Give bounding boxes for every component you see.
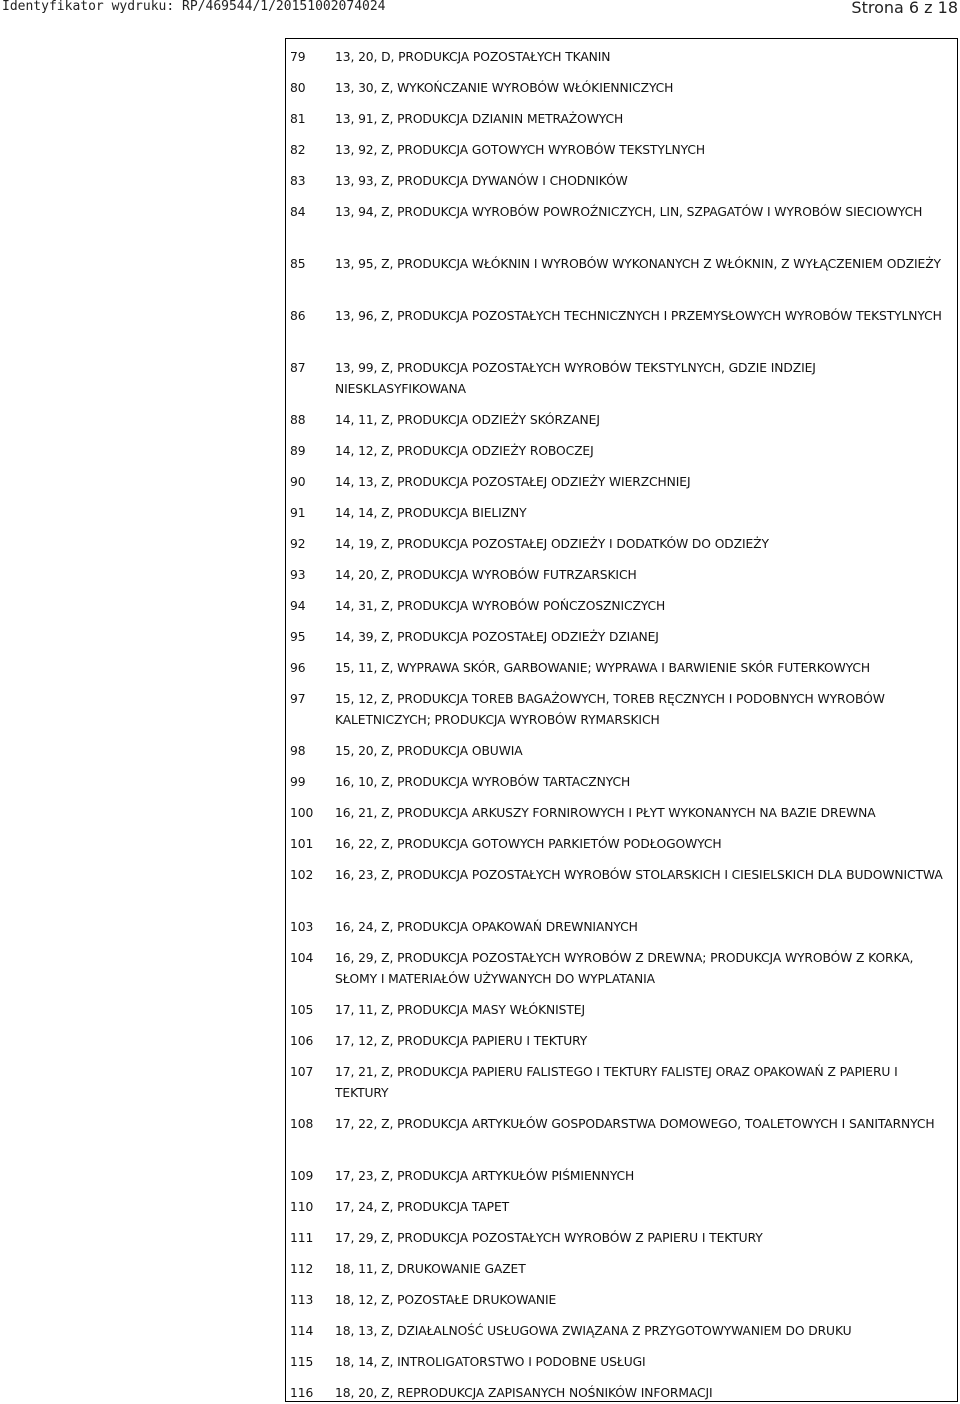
table-row xyxy=(285,741,945,762)
row-number: 90 xyxy=(290,475,306,489)
row-description: 17, 21, Z, PRODUKCJA PAPIERU FALISTEGO I TEKTURY FALISTEJ ORAZ OPAKOWAŃ Z PAPIERU I TEKTURY xyxy=(335,1065,898,1100)
row-number: 107 xyxy=(290,1065,314,1079)
row-description: 16, 21, Z, PRODUKCJA ARKUSZY FORNIROWYCH I PŁYT WYKONANYCH NA BAZIE DREWNA xyxy=(335,806,876,820)
row-description: 17, 23, Z, PRODUKCJA ARTYKUŁÓW PIŚMIENNYCH xyxy=(335,1169,635,1183)
row-number: 111 xyxy=(290,1231,314,1245)
table-row xyxy=(285,1321,945,1342)
row-number: 87 xyxy=(290,361,306,375)
table-row xyxy=(285,1031,945,1052)
row-description: 14, 14, Z, PRODUKCJA BIELIZNY xyxy=(335,506,527,520)
row-description: 17, 24, Z, PRODUKCJA TAPET xyxy=(335,1200,510,1214)
row-number: 108 xyxy=(290,1117,314,1131)
row-description: 18, 20, Z, REPRODUKCJA ZAPISANYCH NOŚNIKÓW INFORMACJI xyxy=(335,1386,713,1400)
row-description: 14, 31, Z, PRODUKCJA WYROBÓW POŃCZOSZNICZYCH xyxy=(335,599,666,613)
row-number: 91 xyxy=(290,506,306,520)
table-row xyxy=(285,503,945,524)
table-row xyxy=(285,441,945,462)
row-number: 95 xyxy=(290,630,306,644)
table-row xyxy=(285,772,945,793)
table-row xyxy=(285,109,945,130)
table-row xyxy=(285,865,945,886)
table-row xyxy=(285,803,945,824)
table-row xyxy=(285,1197,945,1218)
row-number: 99 xyxy=(290,775,306,789)
print-identifier: Identyfikator wydruku: RP/469544/1/20151002074024 xyxy=(2,0,386,14)
row-number: 96 xyxy=(290,661,306,675)
row-number: 79 xyxy=(290,50,306,64)
row-description: 14, 13, Z, PRODUKCJA POZOSTAŁEJ ODZIEŻY WIERZCHNIEJ xyxy=(335,475,691,489)
table-row xyxy=(285,171,945,192)
table-row xyxy=(285,358,945,400)
row-description: 16, 29, Z, PRODUKCJA POZOSTAŁYCH WYROBÓW Z DREWNA; PRODUKCJA WYROBÓW Z KORKA, SŁOMY I MATERIAŁÓW UŻYWANYCH DO WYPLATANIA xyxy=(335,951,914,986)
row-description: 13, 91, Z, PRODUKCJA DZIANIN METRAŻOWYCH xyxy=(335,112,624,126)
row-number: 116 xyxy=(290,1386,314,1400)
row-description: 14, 12, Z, PRODUKCJA ODZIEŻY ROBOCZEJ xyxy=(335,444,594,458)
row-number: 86 xyxy=(290,309,306,323)
table-row xyxy=(285,202,945,223)
table-row xyxy=(285,689,945,731)
page-header xyxy=(0,0,960,18)
row-description: 13, 30, Z, WYKOŃCZANIE WYROBÓW WŁÓKIENNICZYCH xyxy=(335,81,674,95)
row-description: 13, 99, Z, PRODUKCJA POZOSTAŁYCH WYROBÓW TEKSTYLNYCH, GDZIE INDZIEJ NIESKLASYFIKOWANA xyxy=(335,361,816,396)
row-description: 17, 11, Z, PRODUKCJA MASY WŁÓKNISTEJ xyxy=(335,1003,585,1017)
row-number: 98 xyxy=(290,744,306,758)
table-row xyxy=(285,1352,945,1373)
table-row xyxy=(285,47,945,68)
row-number: 97 xyxy=(290,692,306,706)
table-row xyxy=(285,1000,945,1021)
table-row xyxy=(285,534,945,555)
page-number: Strona 6 z 18 xyxy=(851,0,958,17)
row-number: 89 xyxy=(290,444,306,458)
row-description: 13, 96, Z, PRODUKCJA POZOSTAŁYCH TECHNICZNYCH I PRZEMYSŁOWYCH WYROBÓW TEKSTYLNYCH xyxy=(335,309,942,323)
row-number: 105 xyxy=(290,1003,314,1017)
table-row xyxy=(285,1383,945,1404)
table-row xyxy=(285,565,945,586)
table-row xyxy=(285,1166,945,1187)
table-row xyxy=(285,410,945,431)
table-row xyxy=(285,306,945,327)
table-row xyxy=(285,1259,945,1280)
row-number: 109 xyxy=(290,1169,314,1183)
row-number: 104 xyxy=(290,951,314,965)
row-number: 83 xyxy=(290,174,306,188)
row-description: 16, 23, Z, PRODUKCJA POZOSTAŁYCH WYROBÓW STOLARSKICH I CIESIELSKICH DLA BUDOWNICTWA xyxy=(335,868,943,882)
row-number: 93 xyxy=(290,568,306,582)
row-number: 94 xyxy=(290,599,306,613)
table-row xyxy=(285,1290,945,1311)
row-description: 16, 22, Z, PRODUKCJA GOTOWYCH PARKIETÓW PODŁOGOWYCH xyxy=(335,837,722,851)
table-row xyxy=(285,472,945,493)
table-row xyxy=(285,834,945,855)
table-row xyxy=(285,596,945,617)
row-number: 115 xyxy=(290,1355,314,1369)
row-description: 18, 12, Z, POZOSTAŁE DRUKOWANIE xyxy=(335,1293,557,1307)
table-row xyxy=(285,1114,945,1135)
table-row xyxy=(285,140,945,161)
row-number: 101 xyxy=(290,837,314,851)
row-description: 15, 12, Z, PRODUKCJA TOREB BAGAŻOWYCH, TOREB RĘCZNYCH I PODOBNYCH WYROBÓW KALETNICZYCH; PRODUKCJA WYROBÓW RYMARSKICH xyxy=(335,692,885,727)
row-number: 103 xyxy=(290,920,314,934)
row-description: 17, 29, Z, PRODUKCJA POZOSTAŁYCH WYROBÓW Z PAPIERU I TEKTURY xyxy=(335,1231,763,1245)
row-description: 14, 20, Z, PRODUKCJA WYROBÓW FUTRZARSKICH xyxy=(335,568,637,582)
table-row xyxy=(285,254,945,275)
row-number: 102 xyxy=(290,868,314,882)
table-row xyxy=(285,627,945,648)
row-description: 14, 39, Z, PRODUKCJA POZOSTAŁEJ ODZIEŻY DZIANEJ xyxy=(335,630,659,644)
row-description: 16, 10, Z, PRODUKCJA WYROBÓW TARTACZNYCH xyxy=(335,775,631,789)
table-row xyxy=(285,78,945,99)
row-description: 14, 19, Z, PRODUKCJA POZOSTAŁEJ ODZIEŻY I DODATKÓW DO ODZIEŻY xyxy=(335,537,769,551)
row-number: 85 xyxy=(290,257,306,271)
row-description: 18, 11, Z, DRUKOWANIE GAZET xyxy=(335,1262,526,1276)
row-description: 16, 24, Z, PRODUKCJA OPAKOWAŃ DREWNIANYCH xyxy=(335,920,638,934)
row-number: 114 xyxy=(290,1324,314,1338)
row-description: 13, 93, Z, PRODUKCJA DYWANÓW I CHODNIKÓW xyxy=(335,174,628,188)
table-row xyxy=(285,948,945,990)
table-row xyxy=(285,917,945,938)
row-description: 13, 95, Z, PRODUKCJA WŁÓKNIN I WYROBÓW WYKONANYCH Z WŁÓKNIN, Z WYŁĄCZENIEM ODZIEŻY xyxy=(335,257,941,271)
row-number: 110 xyxy=(290,1200,314,1214)
row-number: 100 xyxy=(290,806,314,820)
row-description: 17, 12, Z, PRODUKCJA PAPIERU I TEKTURY xyxy=(335,1034,588,1048)
table-row xyxy=(285,1062,945,1104)
row-number: 81 xyxy=(290,112,306,126)
row-description: 18, 13, Z, DZIAŁALNOŚĆ USŁUGOWA ZWIĄZANA Z PRZYGOTOWYWANIEM DO DRUKU xyxy=(335,1324,852,1338)
table-row xyxy=(285,658,945,679)
row-number: 113 xyxy=(290,1293,314,1307)
row-description: 15, 11, Z, WYPRAWA SKÓR, GARBOWANIE; WYPRAWA I BARWIENIE SKÓR FUTERKOWYCH xyxy=(335,661,871,675)
row-description: 13, 20, D, PRODUKCJA POZOSTAŁYCH TKANIN xyxy=(335,50,611,64)
row-description: 13, 92, Z, PRODUKCJA GOTOWYCH WYROBÓW TEKSTYLNYCH xyxy=(335,143,705,157)
row-number: 88 xyxy=(290,413,306,427)
row-number: 106 xyxy=(290,1034,314,1048)
row-description: 18, 14, Z, INTROLIGATORSTWO I PODOBNE USŁUGI xyxy=(335,1355,646,1369)
row-number: 82 xyxy=(290,143,306,157)
row-number: 80 xyxy=(290,81,306,95)
row-number: 112 xyxy=(290,1262,314,1276)
row-number: 84 xyxy=(290,205,306,219)
row-description: 17, 22, Z, PRODUKCJA ARTYKUŁÓW GOSPODARSTWA DOMOWEGO, TOALETOWYCH I SANITARNYCH xyxy=(335,1117,935,1131)
row-description: 15, 20, Z, PRODUKCJA OBUWIA xyxy=(335,744,523,758)
row-description: 14, 11, Z, PRODUKCJA ODZIEŻY SKÓRZANEJ xyxy=(335,413,600,427)
row-number: 92 xyxy=(290,537,306,551)
row-description: 13, 94, Z, PRODUKCJA WYROBÓW POWROŹNICZYCH, LIN, SZPAGATÓW I WYROBÓW SIECIOWYCH xyxy=(335,205,923,219)
table-row xyxy=(285,1228,945,1249)
